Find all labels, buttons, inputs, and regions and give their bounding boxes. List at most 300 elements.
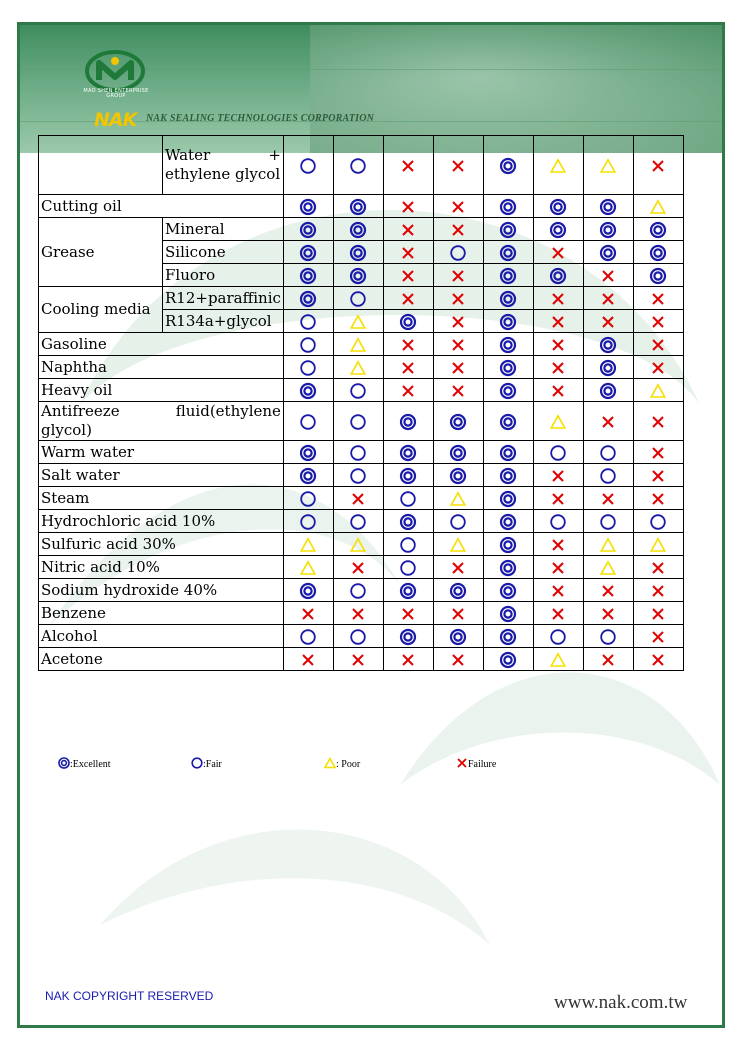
row-subgroup-cell-text: Silicone	[165, 242, 226, 261]
row-subgroup-cell-text: Fluoro	[165, 265, 216, 284]
double-circle-icon	[399, 467, 417, 485]
rating-cell	[333, 402, 383, 441]
rating-cell	[483, 287, 533, 310]
cross-icon	[449, 382, 467, 400]
rating-cell	[633, 195, 683, 218]
nak-brand-mark: NAK	[94, 109, 137, 131]
circle-icon	[599, 513, 617, 531]
rating-cell	[383, 464, 433, 487]
double-circle-icon	[499, 559, 517, 577]
rating-cell	[383, 625, 433, 648]
rating-cell	[383, 310, 433, 333]
rating-cell	[283, 287, 333, 310]
cross-icon	[449, 336, 467, 354]
rating-cell	[533, 487, 583, 510]
rating-cell	[633, 579, 683, 602]
double-circle-icon	[449, 628, 467, 646]
rating-cell	[283, 241, 333, 264]
rating-cell	[533, 602, 583, 625]
rating-cell	[483, 195, 533, 218]
cross-icon	[649, 605, 667, 623]
cross-icon	[649, 359, 667, 377]
rating-cell	[283, 579, 333, 602]
rating-cell	[333, 356, 383, 379]
double-circle-icon	[349, 221, 367, 239]
rating-cell	[483, 510, 533, 533]
rating-cell	[483, 533, 533, 556]
circle-icon	[299, 313, 317, 331]
cross-icon	[549, 582, 567, 600]
table-row	[39, 195, 684, 218]
table-row	[39, 356, 684, 379]
triangle-icon	[649, 382, 667, 400]
row-label-cell	[39, 356, 284, 379]
rating-cell	[433, 241, 483, 264]
double-circle-icon	[499, 628, 517, 646]
rating-cell	[583, 402, 633, 441]
rating-cell	[633, 379, 683, 402]
circle-icon	[349, 413, 367, 431]
rating-cell	[583, 510, 633, 533]
double-circle-icon	[599, 336, 617, 354]
triangle-icon	[649, 536, 667, 554]
double-circle-icon	[649, 267, 667, 285]
circle-icon	[599, 628, 617, 646]
circle-icon	[191, 757, 203, 769]
row-label-cell	[39, 487, 284, 510]
double-circle-icon	[58, 757, 70, 769]
double-circle-icon	[449, 582, 467, 600]
double-circle-icon	[499, 382, 517, 400]
rating-cell	[583, 218, 633, 241]
rating-cell	[433, 556, 483, 579]
circle-icon	[349, 444, 367, 462]
cross-icon	[549, 490, 567, 508]
double-circle-icon	[499, 198, 517, 216]
rating-cell	[483, 487, 533, 510]
triangle-icon	[349, 536, 367, 554]
table-row	[39, 218, 684, 241]
rating-cell	[533, 241, 583, 264]
cross-icon	[549, 536, 567, 554]
rating-cell	[333, 556, 383, 579]
chemical-resistance-table	[38, 135, 684, 671]
circle-icon	[349, 467, 367, 485]
double-circle-icon	[499, 290, 517, 308]
rating-cell	[633, 310, 683, 333]
rating-cell	[583, 441, 633, 464]
rating-cell	[633, 218, 683, 241]
row-label-cell-text: Cutting oil	[41, 196, 122, 215]
cross-icon	[449, 221, 467, 239]
rating-cell	[283, 136, 333, 195]
double-circle-icon	[399, 513, 417, 531]
legend-failure-label: Failure	[468, 759, 497, 770]
rating-cell	[333, 487, 383, 510]
table-row	[39, 333, 684, 356]
double-circle-icon	[399, 444, 417, 462]
rating-cell	[483, 579, 533, 602]
row-group-cell	[39, 136, 163, 195]
cross-icon	[549, 336, 567, 354]
page-header	[20, 25, 722, 153]
double-circle-icon	[549, 221, 567, 239]
cross-icon	[299, 651, 317, 669]
rating-cell	[483, 136, 533, 195]
rating-cell	[483, 602, 533, 625]
circle-icon	[349, 628, 367, 646]
cross-icon	[649, 313, 667, 331]
rating-cell	[433, 625, 483, 648]
table-row	[39, 441, 684, 464]
double-circle-icon	[599, 244, 617, 262]
row-label-cell-text: Steam	[41, 488, 90, 507]
cross-icon	[449, 198, 467, 216]
cross-icon	[599, 267, 617, 285]
cross-icon	[349, 559, 367, 577]
row-label-cell	[39, 648, 284, 671]
triangle-icon	[299, 536, 317, 554]
double-circle-icon	[499, 267, 517, 285]
row-group-cell-text: Cooling media	[41, 300, 151, 318]
cross-icon	[449, 651, 467, 669]
cross-icon	[549, 559, 567, 577]
triangle-icon	[599, 157, 617, 175]
double-circle-icon	[499, 467, 517, 485]
rating-cell	[333, 218, 383, 241]
rating-cell	[333, 464, 383, 487]
double-circle-icon	[499, 313, 517, 331]
triangle-icon	[549, 157, 567, 175]
rating-cell	[633, 625, 683, 648]
circle-icon	[349, 513, 367, 531]
rating-cell	[433, 264, 483, 287]
row-label-cell	[39, 556, 284, 579]
double-circle-icon	[599, 198, 617, 216]
row-subgroup-cell	[163, 310, 284, 333]
rating-cell	[633, 533, 683, 556]
rating-cell	[433, 648, 483, 671]
rating-cell	[433, 195, 483, 218]
rating-cell	[283, 195, 333, 218]
double-circle-icon	[299, 382, 317, 400]
row-label-cell	[39, 625, 284, 648]
rating-cell	[283, 402, 333, 441]
rating-cell	[333, 533, 383, 556]
cross-icon	[549, 313, 567, 331]
legend-excellent	[58, 757, 111, 771]
rating-cell	[533, 579, 583, 602]
rating-cell	[283, 264, 333, 287]
circle-icon	[299, 513, 317, 531]
rating-cell	[533, 264, 583, 287]
rating-cell	[433, 487, 483, 510]
legend-failure	[456, 757, 496, 771]
rating-cell	[583, 264, 633, 287]
rating-cell	[283, 464, 333, 487]
row-subgroup-cell	[163, 241, 284, 264]
cross-icon	[399, 221, 417, 239]
rating-cell	[333, 287, 383, 310]
rating-cell	[583, 356, 633, 379]
double-circle-icon	[449, 413, 467, 431]
circle-icon	[399, 490, 417, 508]
triangle-icon	[299, 559, 317, 577]
rating-cell	[633, 441, 683, 464]
row-subgroup-cell-text: R134a+glycol	[165, 311, 272, 330]
table-row	[39, 625, 684, 648]
table-row	[39, 533, 684, 556]
rating-cell	[433, 510, 483, 533]
row-label-cell-text: Nitric acid 10%	[41, 557, 160, 576]
double-circle-icon	[599, 382, 617, 400]
rating-cell	[433, 356, 483, 379]
triangle-icon	[599, 559, 617, 577]
row-label-cell	[39, 441, 284, 464]
rating-cell	[533, 333, 583, 356]
cross-icon	[649, 651, 667, 669]
rating-cell	[533, 356, 583, 379]
double-circle-icon	[349, 244, 367, 262]
circle-icon	[549, 444, 567, 462]
cross-icon	[399, 651, 417, 669]
rating-cell	[583, 136, 633, 195]
rating-cell	[533, 136, 583, 195]
table-row	[39, 579, 684, 602]
row-label-cell	[39, 464, 284, 487]
triangle-icon	[599, 536, 617, 554]
triangle-icon	[349, 359, 367, 377]
rating-cell	[583, 195, 633, 218]
table-row	[39, 487, 684, 510]
double-circle-icon	[499, 444, 517, 462]
cross-icon	[649, 628, 667, 646]
rating-cell	[333, 379, 383, 402]
table-row	[39, 602, 684, 625]
circle-icon	[299, 413, 317, 431]
double-circle-icon	[449, 444, 467, 462]
rating-cell	[533, 510, 583, 533]
rating-cell	[583, 287, 633, 310]
rating-cell	[483, 218, 533, 241]
cross-icon	[449, 267, 467, 285]
rating-cell	[383, 441, 433, 464]
rating-cell	[333, 310, 383, 333]
circle-icon	[299, 628, 317, 646]
company-logo	[85, 50, 145, 92]
triangle-icon	[349, 313, 367, 331]
circle-icon	[349, 382, 367, 400]
triangle-icon	[449, 490, 467, 508]
double-circle-icon	[399, 628, 417, 646]
rating-cell	[633, 402, 683, 441]
cross-icon	[399, 267, 417, 285]
rating-cell	[383, 241, 433, 264]
rating-cell	[383, 402, 433, 441]
cross-icon	[599, 313, 617, 331]
rating-cell	[433, 464, 483, 487]
row-label-cell-text: Gasoline	[41, 334, 107, 353]
cross-icon	[456, 757, 468, 769]
row-label-cell	[39, 195, 284, 218]
triangle-icon	[449, 536, 467, 554]
rating-cell	[533, 287, 583, 310]
cross-icon	[649, 413, 667, 431]
circle-icon	[299, 359, 317, 377]
rating-cell	[533, 402, 583, 441]
rating-cell	[333, 333, 383, 356]
triangle-icon	[549, 413, 567, 431]
double-circle-icon	[549, 267, 567, 285]
rating-cell	[583, 241, 633, 264]
rating-cell	[283, 648, 333, 671]
rating-cell	[383, 533, 433, 556]
rating-cell	[583, 625, 633, 648]
cross-icon	[599, 490, 617, 508]
double-circle-icon	[349, 198, 367, 216]
row-group-cell	[39, 218, 163, 287]
double-circle-icon	[299, 582, 317, 600]
double-circle-icon	[499, 336, 517, 354]
rating-cell	[633, 464, 683, 487]
rating-cell	[633, 241, 683, 264]
cross-icon	[399, 290, 417, 308]
row-label-cell-text: Salt water	[41, 465, 120, 484]
rating-cell	[383, 287, 433, 310]
rating-cell	[433, 136, 483, 195]
rating-cell	[483, 556, 533, 579]
rating-cell	[383, 510, 433, 533]
row-label-cell-text: Warm water	[41, 442, 135, 461]
rating-cell	[283, 487, 333, 510]
legend-fair-label: :Fair	[203, 759, 222, 770]
double-circle-icon	[499, 536, 517, 554]
cross-icon	[549, 605, 567, 623]
website-url: www.nak.com.tw	[554, 992, 688, 1013]
row-label-cell	[39, 402, 284, 441]
double-circle-icon	[399, 313, 417, 331]
rating-cell	[533, 218, 583, 241]
rating-cell	[533, 379, 583, 402]
rating-cell	[283, 510, 333, 533]
double-circle-icon	[399, 582, 417, 600]
rating-cell	[583, 487, 633, 510]
rating-cell	[433, 379, 483, 402]
row-label-cell	[39, 602, 284, 625]
cross-icon	[649, 490, 667, 508]
rating-cell	[383, 487, 433, 510]
table-row	[39, 510, 684, 533]
rating-cell	[583, 533, 633, 556]
rating-cell	[333, 241, 383, 264]
rating-cell	[333, 579, 383, 602]
rating-cell	[283, 441, 333, 464]
header-photo	[310, 25, 722, 153]
cross-icon	[649, 467, 667, 485]
cross-icon	[599, 290, 617, 308]
logo-subtitle: MAO SHEN ENTERPRISE GROUP	[83, 88, 149, 99]
circle-icon	[399, 536, 417, 554]
rating-cell	[533, 625, 583, 648]
rating-cell	[583, 464, 633, 487]
cross-icon	[399, 382, 417, 400]
double-circle-icon	[649, 221, 667, 239]
rating-cell	[333, 195, 383, 218]
double-circle-icon	[599, 359, 617, 377]
rating-cell	[583, 556, 633, 579]
table-row	[39, 136, 684, 195]
rating-cell	[383, 556, 433, 579]
double-circle-icon	[299, 267, 317, 285]
double-circle-icon	[499, 651, 517, 669]
rating-cell	[283, 218, 333, 241]
rating-cell	[433, 333, 483, 356]
rating-cell	[533, 441, 583, 464]
cross-icon	[649, 444, 667, 462]
cross-icon	[649, 582, 667, 600]
double-circle-icon	[499, 221, 517, 239]
rating-cell	[483, 333, 533, 356]
rating-cell	[433, 441, 483, 464]
double-circle-icon	[499, 413, 517, 431]
double-circle-icon	[499, 157, 517, 175]
cross-icon	[599, 651, 617, 669]
row-subgroup-cell-text: Water + ethylene glycol	[165, 146, 281, 183]
rating-cell	[483, 625, 533, 648]
rating-cell	[283, 310, 333, 333]
cross-icon	[649, 290, 667, 308]
rating-cell	[483, 402, 533, 441]
legend-excellent-label: :Excellent	[70, 759, 111, 770]
cross-icon	[449, 290, 467, 308]
rating-cell	[383, 333, 433, 356]
row-label-cell-text: Acetone	[41, 649, 103, 668]
cross-icon	[449, 559, 467, 577]
rating-cell	[383, 136, 433, 195]
cross-icon	[599, 582, 617, 600]
circle-icon	[299, 336, 317, 354]
rating-cell	[483, 241, 533, 264]
cross-icon	[649, 157, 667, 175]
cross-icon	[449, 313, 467, 331]
rating-cell	[583, 648, 633, 671]
circle-icon	[349, 290, 367, 308]
double-circle-icon	[499, 605, 517, 623]
row-label-cell	[39, 510, 284, 533]
double-circle-icon	[499, 513, 517, 531]
rating-cell	[633, 602, 683, 625]
row-label-cell-text: Naphtha	[41, 357, 107, 376]
rating-cell	[533, 556, 583, 579]
rating-cell	[333, 625, 383, 648]
double-circle-icon	[299, 221, 317, 239]
double-circle-icon	[349, 267, 367, 285]
double-circle-icon	[599, 221, 617, 239]
table-row	[39, 556, 684, 579]
circle-icon	[549, 628, 567, 646]
table-row	[39, 464, 684, 487]
row-subgroup-cell-text: R12+paraffinic	[165, 288, 281, 307]
legend-fair	[191, 757, 222, 771]
double-circle-icon	[449, 467, 467, 485]
cross-icon	[299, 605, 317, 623]
double-circle-icon	[649, 244, 667, 262]
cross-icon	[349, 651, 367, 669]
double-circle-icon	[299, 290, 317, 308]
rating-cell	[533, 195, 583, 218]
circle-icon	[449, 513, 467, 531]
rating-cell	[283, 379, 333, 402]
